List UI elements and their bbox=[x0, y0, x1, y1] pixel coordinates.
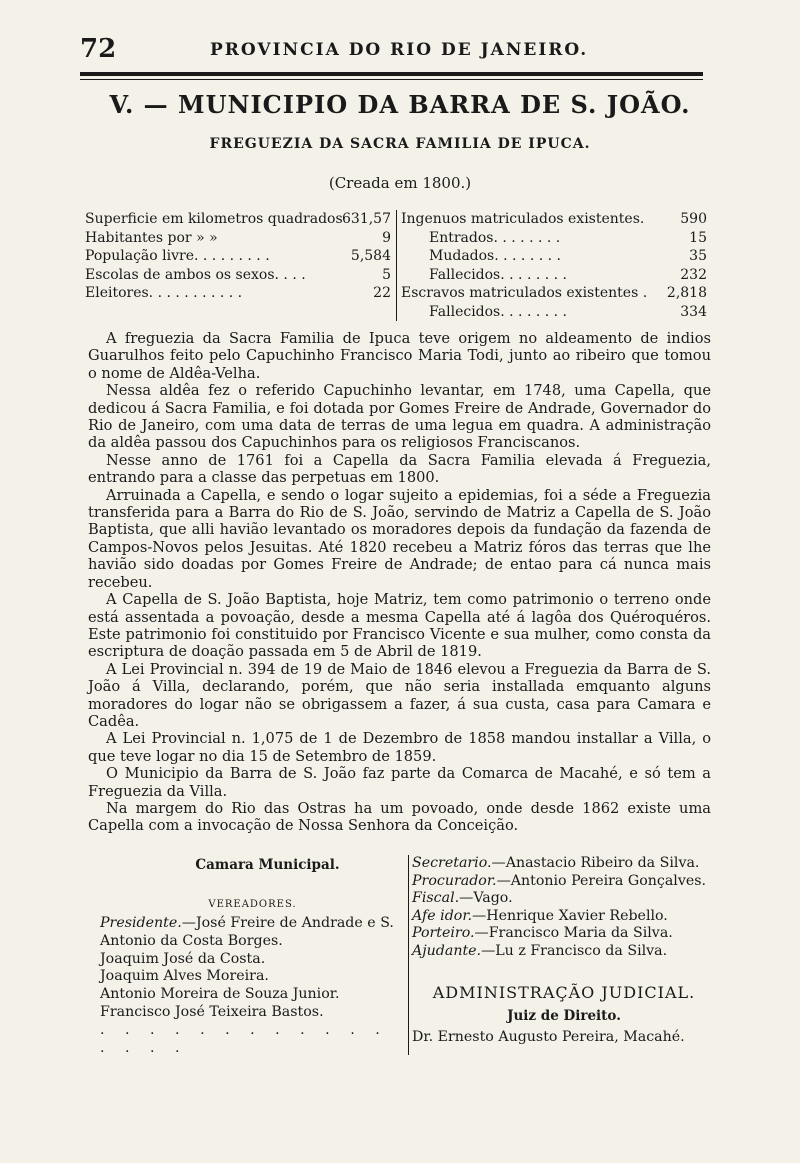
stat-label: Escravos matriculados existentes . bbox=[401, 285, 648, 301]
camara-heading: Camara Municipal. bbox=[195, 857, 340, 873]
vereadores-heading: VEREADORES. bbox=[208, 899, 297, 910]
stat-value: 5 bbox=[382, 266, 391, 283]
official-row bbox=[412, 873, 716, 891]
council-member bbox=[100, 968, 405, 986]
stat-row bbox=[85, 284, 395, 303]
body-text bbox=[88, 330, 711, 835]
stat-value: 35 bbox=[689, 248, 707, 264]
official-name: —Anastacio Ribeiro da Silva. bbox=[491, 855, 700, 871]
stat-value: 334 bbox=[680, 303, 707, 320]
council-member bbox=[100, 915, 405, 933]
header-rule-thin bbox=[80, 79, 703, 80]
member-role: Presidente. bbox=[100, 915, 182, 931]
official-name: —Lu z Francisco da Silva. bbox=[481, 942, 668, 959]
stat-row bbox=[85, 266, 395, 285]
judge-heading: Juiz de Direito. bbox=[507, 1007, 621, 1024]
chapter-title: V. — MUNICIPIO DA BARRA DE S. JOÃO. bbox=[109, 90, 691, 119]
dotted-line: . . . . . . . . . . . . . . . . bbox=[100, 1021, 388, 1056]
stat-value: 232 bbox=[680, 266, 707, 283]
paragraph: Nesse anno de 1761 foi a Capella da Sacra Familia elevada á Freguezia, entrando para a classe das perpetuas em 1800. bbox=[88, 451, 711, 487]
stat-row bbox=[397, 247, 707, 266]
paragraph: A Lei Provincial n. 394 de 19 de Maio de 1846 elevou a Freguezia da Barra de S. João á Villa, declarando, porém, que não seria installada emquanto alguns moradores do logar não se obrigassem a fazer, á sua custa, casa para Camara e Cadêa. bbox=[88, 660, 711, 730]
official-row bbox=[412, 908, 716, 926]
official-row bbox=[412, 890, 716, 908]
stat-value: 590 bbox=[680, 211, 707, 227]
parish-title: FREGUEZIA DA SACRA FAMILIA DE IPUCA. bbox=[209, 136, 591, 152]
council-member bbox=[100, 951, 405, 969]
stat-value: 2,818 bbox=[666, 285, 707, 301]
page-number: 72 bbox=[80, 34, 117, 64]
stat-label: Escolas de ambos os sexos. . . . bbox=[85, 266, 306, 283]
official-row bbox=[412, 925, 716, 943]
stat-label: Entrados. . . . . . . . bbox=[429, 229, 561, 246]
statistics-left-column bbox=[85, 210, 395, 303]
judge-name: Dr. Ernesto Augusto Pereira, Macahé. bbox=[412, 1028, 685, 1045]
official-name: —Francisco Maria da Silva. bbox=[474, 925, 673, 942]
running-head bbox=[80, 34, 690, 64]
member-name: Antonio Moreira de Souza Junior. bbox=[100, 986, 340, 1003]
stat-label: População livre. . . . . . . . . bbox=[85, 248, 270, 264]
statistics-right-column bbox=[396, 210, 707, 321]
stat-row bbox=[397, 210, 707, 229]
stat-row bbox=[397, 266, 707, 285]
paragraph: O Municipio da Barra de S. João faz parte da Comarca de Macahé, e só tem a Freguezia da Villa. bbox=[88, 765, 711, 800]
paragraph: Nessa aldêa fez o referido Capuchinho levantar, em 1748, uma Capella, que dedicou á Sacra Familia, e foi dotada por Gomes Freire de Andrade, Governador do Rio de Janeiro, com uma data de terras de uma legua em quadra. A administração da aldêa passou dos Capuchinhos para os religiosos Franciscanos. bbox=[88, 382, 711, 452]
member-name: —José Freire de Andrade e S. bbox=[181, 915, 394, 931]
stat-row bbox=[85, 210, 395, 229]
judicial-heading: ADMINISTRAÇÃO JUDICIAL. bbox=[432, 982, 696, 1002]
stat-row bbox=[85, 229, 395, 248]
council-member bbox=[100, 1004, 405, 1022]
official-name: —Antonio Pereira Gonçalves. bbox=[496, 872, 707, 889]
stat-row bbox=[397, 284, 707, 303]
stat-value: 631,57 bbox=[342, 211, 391, 227]
member-name: Joaquim Alves Moreira. bbox=[100, 968, 269, 985]
stat-label: Habitantes por » » bbox=[85, 229, 218, 246]
stat-label: Fallecidos. . . . . . . . bbox=[429, 303, 567, 320]
stat-row bbox=[397, 229, 707, 248]
official-row bbox=[412, 855, 716, 873]
member-name: Francisco José Teixeira Bastos. bbox=[100, 1003, 324, 1020]
camara-municipal bbox=[100, 855, 405, 1056]
official-role: Afe idor. bbox=[412, 907, 473, 924]
creation-date: (Creada em 1800.) bbox=[328, 174, 472, 192]
official-role: Porteiro. bbox=[412, 925, 475, 942]
stat-label: Ingenuos matriculados existentes. bbox=[401, 211, 645, 227]
member-name: Joaquim José da Costa. bbox=[100, 950, 266, 967]
stat-value: 22 bbox=[373, 285, 391, 301]
paragraph: Arruinada a Capella, e sendo o logar sujeito a epidemias, foi a séde a Freguezia transferida para a Barra do Rio de S. João, servindo de Matriz a Capella de S. João Baptista, que alli havião levantado os moradores depois da fundação da fazenda de Campos-Novos pelos Jesuitas. Até 1820 recebeu a Matriz fóros das terras que lhe havião sido doadas por Gomes Freire de Andrade; de entao para cá nunca mais recebeu. bbox=[88, 486, 711, 591]
paragraph: A Lei Provincial n. 1,075 de 1 de Dezembro de 1858 mandou installar a Villa, o que teve logar no dia 15 de Setembro de 1859. bbox=[88, 730, 711, 765]
official-role: Ajudante. bbox=[412, 942, 482, 959]
stat-value: 5,584 bbox=[350, 248, 391, 264]
council-member bbox=[100, 986, 405, 1004]
official-role: Procurador. bbox=[412, 872, 497, 889]
official-role: Secretario. bbox=[412, 855, 492, 871]
stat-label: Fallecidos. . . . . . . . bbox=[429, 266, 567, 283]
header-rule-thick bbox=[80, 72, 703, 76]
stat-label: Mudados. . . . . . . . bbox=[429, 248, 561, 264]
official-role: Fiscal. bbox=[412, 890, 460, 907]
official-row bbox=[412, 943, 716, 961]
municipal-officials bbox=[408, 855, 716, 1055]
paragraph: A Capella de S. João Baptista, hoje Matriz, tem como patrimonio o terreno onde está assentada a povoação, desde a mesma Capella até á lagôa dos Quéroquéros. Este patrimonio foi constituido por Francisco Vicente e sua mulher, como consta da escriptura de doação passada em 5 de Abril de 1819. bbox=[88, 591, 711, 661]
official-name: —Vago. bbox=[459, 890, 513, 907]
paragraph: Na margem do Rio das Ostras ha um povoado, onde desde 1862 existe uma Capella com a invocação de Nossa Senhora da Conceição. bbox=[88, 799, 711, 835]
stat-value: 9 bbox=[382, 229, 391, 246]
council-member bbox=[100, 933, 405, 951]
stat-value: 15 bbox=[689, 229, 707, 246]
stat-row bbox=[397, 303, 707, 322]
stat-label: Eleitores. . . . . . . . . . . bbox=[85, 285, 243, 301]
running-title: PROVINCIA DO RIO DE JANEIRO. bbox=[210, 40, 589, 60]
paragraph: A freguezia da Sacra Familia de Ipuca teve origem no aldeamento de indios Guarulhos feito pelo Capuchinho Francisco Maria Todi, junto ao ribeiro que tomou o nome de Aldêa-Velha. bbox=[88, 330, 711, 382]
stat-label: Superficie em kilometros quadrados bbox=[85, 211, 343, 227]
member-name: Antonio da Costa Borges. bbox=[100, 932, 283, 949]
official-name: —Henrique Xavier Rebello. bbox=[472, 907, 668, 924]
stat-row bbox=[85, 247, 395, 266]
